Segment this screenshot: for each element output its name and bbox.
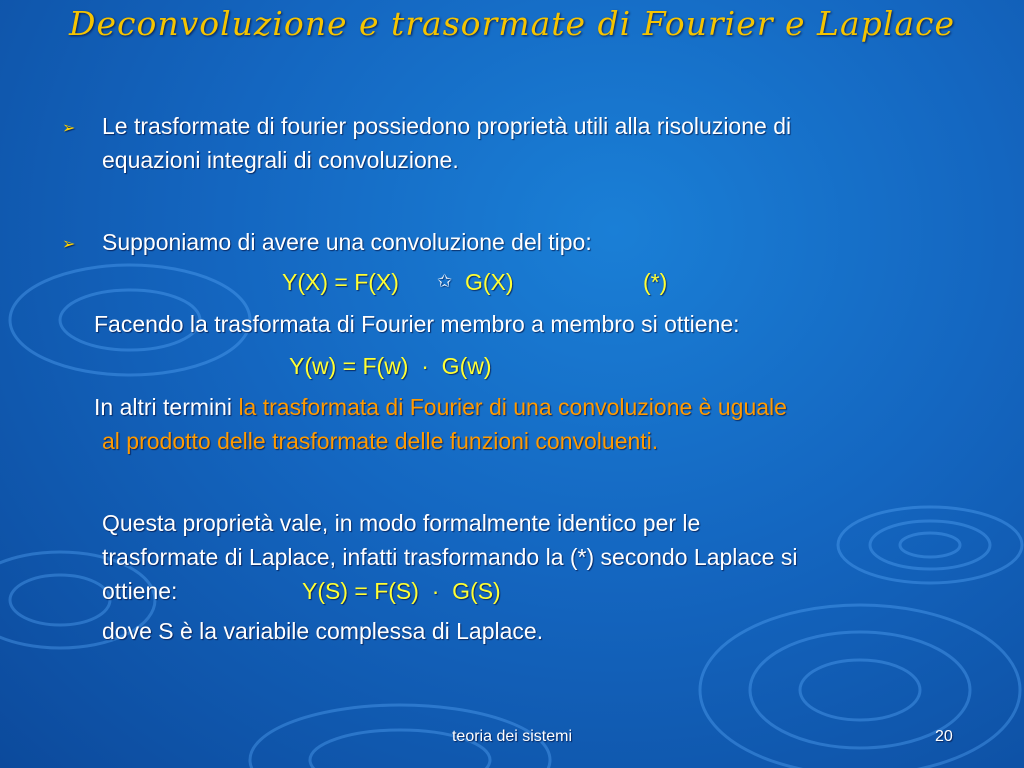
laplace-line4: dove S è la variabile complessa di Laplace. xyxy=(102,618,544,644)
formula1-right: G(X) xyxy=(465,269,514,295)
formula2: Y(w) = F(w) · G(w) xyxy=(289,353,492,379)
highlight-text-1: la trasformata di Fourier di una convoluzione è uguale xyxy=(238,394,787,420)
bullet2-text: Supponiamo di avere una convoluzione del tipo: xyxy=(102,229,592,255)
laplace-line3-prefix: ottiene: xyxy=(102,578,178,604)
slide-title: Deconvoluzione e trasormate di Fourier e Laplace xyxy=(68,4,956,43)
arrowhead-bullet-icon: ➢ xyxy=(62,236,76,253)
laplace-line2: trasformate di Laplace, infatti trasformando la (*) secondo Laplace si xyxy=(102,544,798,570)
arrowhead-bullet-icon: ➢ xyxy=(62,120,76,137)
formula1-left: Y(X) = F(X) xyxy=(282,269,399,295)
laplace-line1: Questa proprietà vale, in modo formalmente identico per le xyxy=(102,510,701,536)
in-other-words-line1 xyxy=(94,394,787,420)
formula1-tag: (*) xyxy=(643,269,668,295)
page-number: 20 xyxy=(935,728,953,745)
bullet1-line1: Le trasformate di fourier possiedono proprietà utili alla risoluzione di xyxy=(102,113,792,139)
laplace-formula: Y(S) = F(S) · G(S) xyxy=(302,578,501,604)
star-operator-icon: ✩ xyxy=(437,271,453,291)
fourier-line: Facendo la trasformata di Fourier membro a membro si ottiene: xyxy=(94,311,740,337)
bullet1-line2: equazioni integrali di convoluzione. xyxy=(102,147,459,173)
in-other-words-prefix: In altri termini xyxy=(94,394,239,420)
footer-text: teoria dei sistemi xyxy=(451,728,573,745)
highlight-text-2: al prodotto delle trasformate delle funzioni convoluenti. xyxy=(102,428,659,454)
